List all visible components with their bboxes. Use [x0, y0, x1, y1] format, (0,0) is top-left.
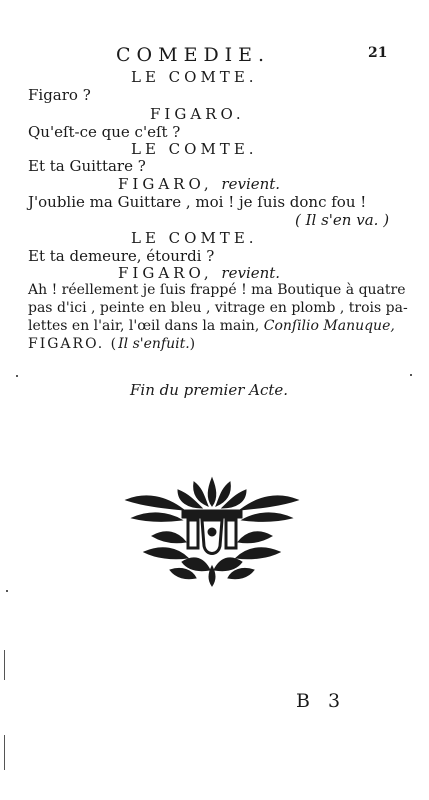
stage-direction: Il s'enfuit. — [118, 336, 190, 352]
dialogue-line: Figaro ? — [28, 86, 91, 104]
page-number: 21 — [368, 45, 388, 61]
running-title: COMEDIE. — [116, 44, 271, 66]
speaker-le-comte: LE COMTE. — [131, 68, 258, 86]
speech-roman-text: lettes en l'air, l'œil dans la main, — [28, 318, 260, 334]
speaker-figaro-revient — [118, 175, 280, 193]
speck-mark — [6, 590, 8, 592]
edge-mark — [4, 735, 5, 770]
speech-line — [28, 318, 395, 334]
dialogue-line: Et ta Guittare ? — [28, 157, 146, 175]
fleuron-ornament-icon — [122, 470, 302, 590]
signature-mark: B 3 — [296, 690, 347, 712]
speech-line: pas d'ici , peinte en bleu , vitrage en plomb , trois pa- — [28, 300, 408, 316]
speaker-name: FIGARO, — [118, 264, 213, 282]
speech-latin-text: Conſilio Manuque, — [263, 318, 395, 334]
speech-line — [28, 336, 195, 352]
speaker-le-comte: LE COMTE. — [131, 140, 258, 158]
speech-speaker-text: FIGARO. ( — [28, 336, 119, 352]
stage-direction: revient. — [221, 175, 281, 193]
speaker-le-comte: LE COMTE. — [131, 229, 258, 247]
speaker-figaro-revient — [118, 264, 280, 282]
speech-line: Ah ! réellement je ſuis frappé ! ma Boutique à quatre — [28, 282, 406, 298]
stage-direction: ( Il s'en va. ) — [295, 211, 390, 229]
speech-paren: ) — [189, 336, 196, 352]
speck-mark — [410, 374, 412, 376]
edge-mark — [4, 650, 5, 680]
dialogue-line: J'oublie ma Guittare , moi ! je ſuis donc fou ! — [28, 193, 367, 211]
speaker-name: FIGARO, — [118, 175, 213, 193]
speaker-figaro: FIGARO. — [150, 105, 245, 123]
dialogue-line: Qu'eſt-ce que c'eſt ? — [28, 123, 181, 141]
dialogue-line: Et ta demeure, étourdi ? — [28, 247, 215, 265]
end-of-act: Fin du premier Acte. — [130, 381, 289, 399]
speck-mark — [16, 375, 18, 377]
stage-direction: revient. — [221, 264, 281, 282]
